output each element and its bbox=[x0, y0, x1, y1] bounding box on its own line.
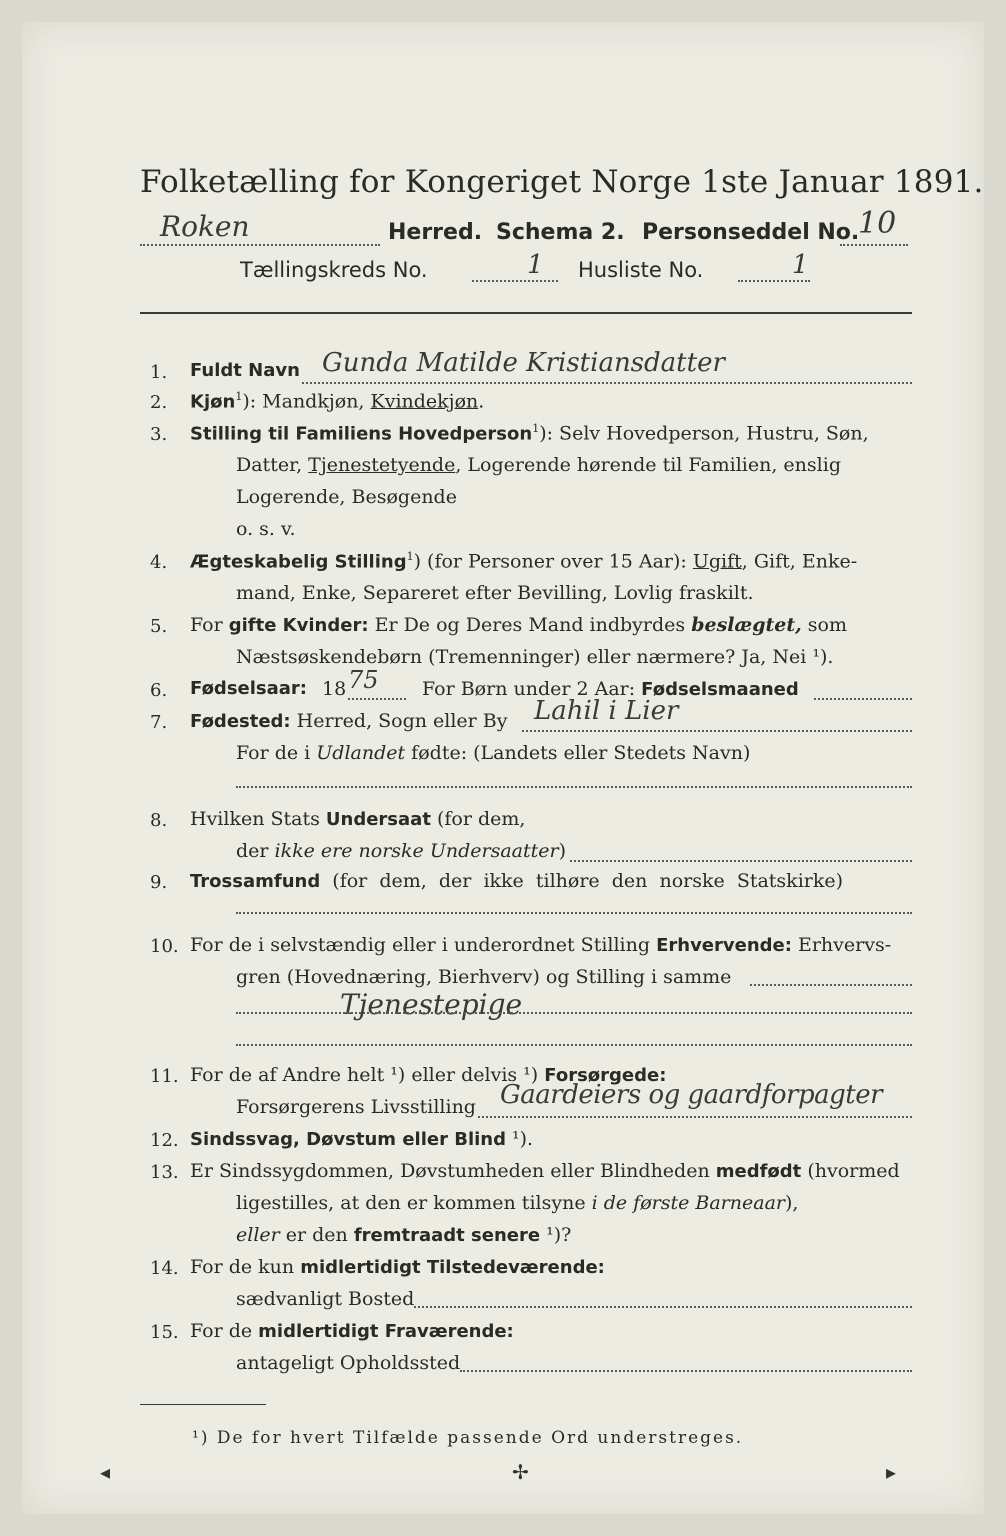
q7-number: 7. bbox=[150, 712, 168, 733]
q6-prefix: 18 bbox=[322, 678, 347, 700]
registration-mark-left: ◂ bbox=[100, 1460, 111, 1484]
q1-value: Gunda Matilde Kristiansdatter bbox=[322, 348, 725, 378]
q2-number: 2. bbox=[150, 392, 168, 413]
q8-line1: Hvilken Stats Undersaat (for dem, bbox=[190, 808, 526, 830]
q13-line1: Er Sindssygdommen, Døvstumheden eller Blindheden medfødt (hvormed bbox=[190, 1160, 900, 1182]
registration-mark-right: ▸ bbox=[886, 1460, 897, 1484]
q12-number: 12. bbox=[150, 1130, 179, 1151]
q3-number: 3. bbox=[150, 424, 168, 445]
q5-number: 5. bbox=[150, 616, 168, 637]
q3-line2: Datter, Tjenestetyende, Logerende hørende til Familien, enslig bbox=[236, 454, 841, 476]
q14-line2: sædvanligt Bosted bbox=[236, 1288, 415, 1310]
q10-number: 10. bbox=[150, 936, 179, 957]
q4-line1: Ægteskabelig Stilling$^1$) (for Personer over 15 Aar): Ugift, Gift, Enke- bbox=[190, 550, 858, 573]
q10-value: Tjenestepige bbox=[340, 988, 523, 1021]
q3-line4: o. s. v. bbox=[236, 518, 296, 540]
q10-line2: gren (Hovednæring, Bierhverv) og Stilling i samme bbox=[236, 966, 732, 988]
q1-label: Fuldt Navn bbox=[190, 360, 300, 381]
q15-line2: antageligt Opholdssted bbox=[236, 1352, 461, 1374]
q9-line: Trossamfund (for dem, der ikke tilhøre den norske Statskirke) bbox=[190, 870, 844, 892]
q4-line2: mand, Enke, Separeret efter Bevilling, Lovlig fraskilt. bbox=[236, 582, 754, 604]
husliste-value: 1 bbox=[792, 250, 809, 280]
registration-mark-center: ✢ bbox=[512, 1460, 529, 1484]
census-form bbox=[22, 22, 984, 1514]
q6-number: 6. bbox=[150, 680, 168, 701]
header-rule bbox=[140, 312, 912, 314]
schema-label: Schema 2. bbox=[496, 220, 625, 245]
husliste-label: Husliste No. bbox=[578, 258, 704, 282]
form-title: Folketælling for Kongeriget Norge 1ste Januar 1891. bbox=[140, 164, 984, 200]
q8-number: 8. bbox=[150, 810, 168, 831]
q11-line2: Forsørgerens Livsstilling bbox=[236, 1096, 476, 1118]
q13-line3: eller er den fremtraadt senere ¹)? bbox=[236, 1224, 572, 1246]
herred-label: Herred. bbox=[388, 220, 483, 245]
footnote: ¹) De for hvert Tilfælde passende Ord understreges. bbox=[192, 1428, 744, 1448]
q11-number: 11. bbox=[150, 1066, 179, 1087]
q12-line: Sindssvag, Døvstum eller Blind ¹). bbox=[190, 1128, 534, 1150]
q10-line1: For de i selvstændig eller i underordnet Stilling Erhvervende: Erhvervs- bbox=[190, 934, 892, 956]
q14-number: 14. bbox=[150, 1258, 179, 1279]
q4-number: 4. bbox=[150, 552, 168, 573]
q11-value: Gaardeiers og gaardforpagter bbox=[500, 1080, 883, 1110]
footnote-rule bbox=[140, 1404, 266, 1405]
q6-label: Fødselsaar: bbox=[190, 678, 307, 699]
q6-mid: For Børn under 2 Aar: Fødselsmaaned bbox=[422, 678, 799, 700]
q2-text: Kjøn$^1$): Mandkjøn, Kvindekjøn. bbox=[190, 390, 485, 413]
q5-line1: For gifte Kvinder: Er De og Deres Mand indbyrdes beslægtet, som bbox=[190, 614, 847, 636]
q13-line2: ligestilles, at den er kommen tilsyne i de første Barneaar), bbox=[236, 1192, 799, 1214]
kreds-label: Tællingskreds No. bbox=[240, 258, 428, 282]
q5-line2: Næstsøskendebørn (Tremenninger) eller nærmere? Ja, Nei ¹). bbox=[236, 646, 834, 668]
q3-line1: Stilling til Familiens Hovedperson$^1$): Selv Hovedperson, Hustru, Søn, bbox=[190, 422, 869, 445]
q7-line1: Fødested: Herred, Sogn eller By bbox=[190, 710, 508, 732]
personseddel-value: 10 bbox=[858, 206, 897, 241]
q3-line3: Logerende, Besøgende bbox=[236, 486, 457, 508]
q15-number: 15. bbox=[150, 1322, 179, 1343]
kreds-value: 1 bbox=[527, 250, 544, 280]
q1-number: 1. bbox=[150, 362, 168, 383]
q9-number: 9. bbox=[150, 872, 168, 893]
q11-line1: For de af Andre helt ¹) eller delvis ¹) Forsørgede: bbox=[190, 1064, 667, 1086]
q6-value: 75 bbox=[348, 666, 379, 694]
herred-value: Roken bbox=[160, 210, 250, 243]
personseddel-label: Personseddel No. bbox=[642, 220, 860, 245]
q8-line2: der ikke ere norske Undersaatter) bbox=[236, 840, 566, 862]
q7-line2: For de i Udlandet fødte: (Landets eller Stedets Navn) bbox=[236, 742, 751, 764]
q7-value: Lahil i Lier bbox=[534, 696, 679, 726]
q13-number: 13. bbox=[150, 1162, 179, 1183]
q15-line1: For de midlertidigt Fraværende: bbox=[190, 1320, 514, 1342]
q14-line1: For de kun midlertidigt Tilstedeværende: bbox=[190, 1256, 605, 1278]
